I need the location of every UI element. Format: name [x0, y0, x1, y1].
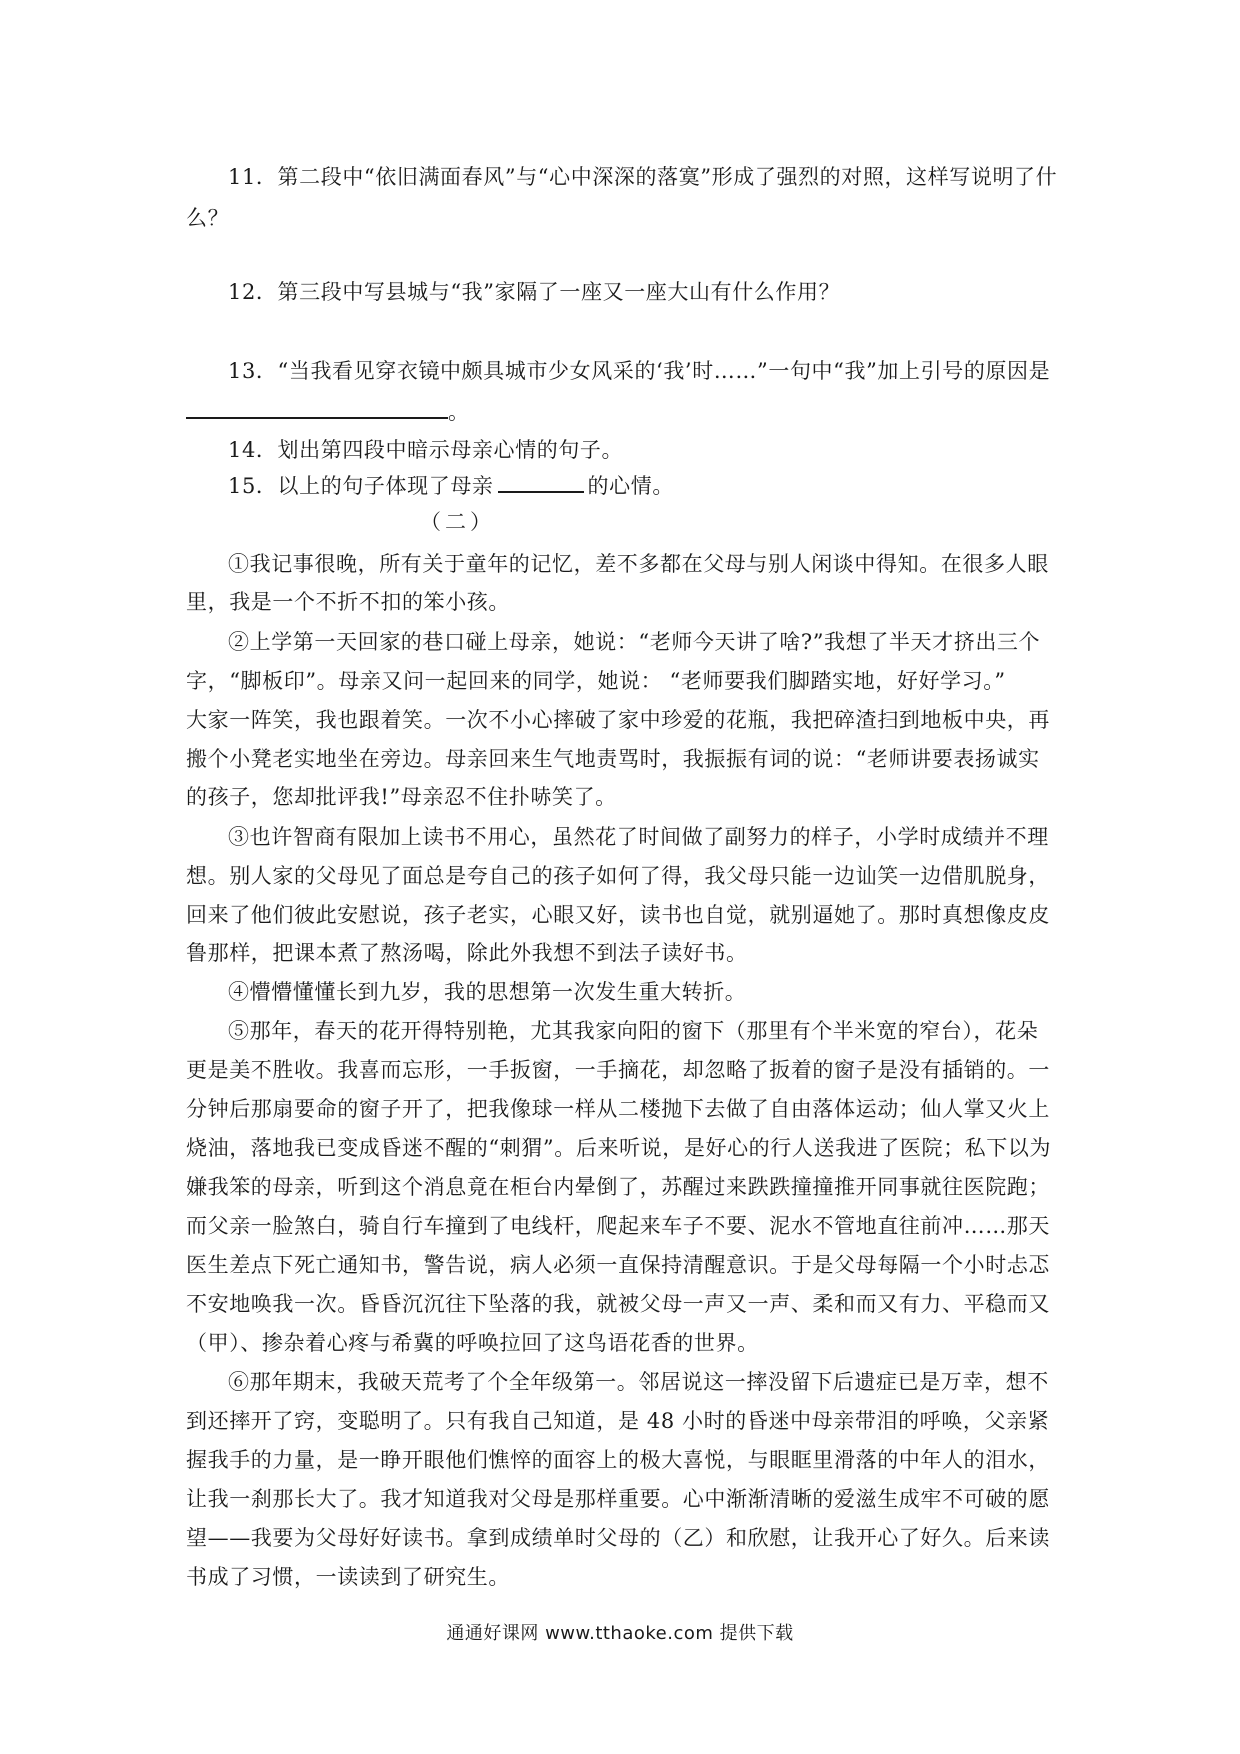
- question-11-line-1: 11．第二段中“依旧满面春风”与“心中深深的落寞”形成了强烈的对照，这样写说明了什: [228, 165, 1058, 189]
- paragraph-2-line: 搬个小凳老实地坐在旁边。母亲回来生气地责骂时，我振振有词的说：“老师讲要表扬诚实: [186, 747, 1040, 771]
- question-13-line-2: [186, 397, 1056, 426]
- question-15-prefix: 15．以上的句子体现了母亲: [228, 474, 494, 498]
- paragraph-5-line: 分钟后那扇要命的窗子开了，把我像球一样从二楼抛下去做了自由落体运动；仙人掌又火上: [186, 1097, 1050, 1121]
- question-14: 14．划出第四段中暗示母亲心情的句子。: [228, 438, 624, 462]
- paragraph-6-line: 握我手的力量，是一睁开眼他们憔悴的面容上的极大喜悦，与眼眶里滑落的中年人的泪水，: [186, 1448, 1050, 1472]
- answer-blank[interactable]: [498, 471, 584, 493]
- paragraph-2-line: 字，“脚板印”。母亲又问一起回来的同学，她说： “老师要我们脚踏实地，好好学习。”: [186, 669, 1006, 693]
- paragraph-3-line: 鲁那样，把课本煮了熬汤喝，除此外我想不到法子读好书。: [186, 941, 748, 965]
- page-footer: 通通好课网 www.tthaoke.com 提供下载: [446, 1623, 794, 1644]
- answer-blank[interactable]: [186, 397, 448, 419]
- question-15-suffix: 的心情。: [587, 474, 674, 498]
- paragraph-5-line: 嫌我笨的母亲，听到这个消息竟在柜台内晕倒了，苏醒过来跌跌撞撞推开同事就往医院跑；: [186, 1175, 1050, 1199]
- paragraph-6-line: 望——我要为父母好好读书。拿到成绩单时父母的（乙）和欣慰，让我开心了好久。后来读: [186, 1526, 1050, 1550]
- paragraph-2-line: 的孩子，您却批评我!”母亲忍不住扑哧笑了。: [186, 785, 617, 809]
- paragraph-5-line: 更是美不胜收。我喜而忘形，一手扳窗，一手摘花，却忽略了扳着的窗子是没有插销的。一: [186, 1058, 1050, 1082]
- paragraph-6-line: 书成了习惯，一读读到了研究生。: [186, 1565, 510, 1589]
- paragraph-2-line: 大家一阵笑，我也跟着笑。一次不小心摔破了家中珍爱的花瓶，我把碎渣扫到地板中央，再: [186, 708, 1050, 732]
- question-15: [228, 471, 1098, 500]
- paragraph-5-line: ⑤那年，春天的花开得特别艳，尤其我家向阳的窗下（那里有个半米宽的窄台），花朵: [228, 1019, 1039, 1043]
- paragraph-3-line: ③也许智商有限加上读书不用心，虽然花了时间做了副努力的样子，小学时成绩并不理: [228, 825, 1049, 849]
- paragraph-5-line: 医生差点下死亡通知书，警告说，病人必须一直保持清醒意识。于是父母每隔一个小时忐忑: [186, 1253, 1050, 1277]
- paragraph-2-line: ②上学第一天回家的巷口碰上母亲，她说：“老师今天讲了啥?”我想了半天才挤出三个: [228, 630, 1041, 654]
- paragraph-3-line: 想。别人家的父母见了面总是夸自己的孩子如何了得，我父母只能一边讪笑一边借肌脱身，: [186, 864, 1050, 888]
- paragraph-1-line: ①我记事很晚，所有关于童年的记忆，差不多都在父母与别人闲谈中得知。在很多人眼: [228, 552, 1049, 576]
- question-11-line-2: 么？: [186, 206, 230, 230]
- paragraph-3-line: 回来了他们彼此安慰说，孩子老实，心眼又好，读书也自觉，就别逼她了。那时真想像皮皮: [186, 903, 1050, 927]
- question-13-end: 。: [448, 400, 470, 424]
- paragraph-6-line: 让我一刹那长大了。我才知道我对父母是那样重要。心中渐渐清晰的爱滋生成牢不可破的愿: [186, 1487, 1050, 1511]
- paragraph-6-line: 到还摔开了窍，变聪明了。只有我自己知道，是 48 小时的昏迷中母亲带泪的呼唤，父亲紧: [186, 1409, 1050, 1433]
- paragraph-4-line: ④懵懵懂懂长到九岁，我的思想第一次发生重大转折。: [228, 980, 747, 1004]
- paragraph-5-line: 不安地唤我一次。昏昏沉沉往下坠落的我，就被父母一声又一声、柔和而又有力、平稳而又: [186, 1292, 1050, 1316]
- paragraph-1-line: 里，我是一个不折不扣的笨小孩。: [186, 590, 510, 614]
- section-title: （二）: [420, 510, 495, 534]
- paragraph-5-line: 而父亲一脸煞白，骑自行车撞到了电线杆，爬起来车子不要、泥水不管地直往前冲……那天: [186, 1214, 1050, 1238]
- question-13-line-1: 13．“当我看见穿衣镜中颇具城市少女风采的‘我’时……”一句中“我”加上引号的原因是: [228, 359, 1051, 383]
- paragraph-5-line: （甲）、掺杂着心疼与希冀的呼唤拉回了这鸟语花香的世界。: [186, 1331, 759, 1355]
- paragraph-6-line: ⑥那年期末，我破天荒考了个全年级第一。邻居说这一摔没留下后遗症已是万幸，想不: [228, 1370, 1049, 1394]
- question-12: 12．第三段中写县城与“我”家隔了一座又一座大山有什么作用？: [228, 280, 841, 304]
- paragraph-5-line: 烧油，落地我已变成昏迷不醒的“刺猬”。后来听说，是好心的行人送我进了医院；私下以为: [186, 1136, 1052, 1160]
